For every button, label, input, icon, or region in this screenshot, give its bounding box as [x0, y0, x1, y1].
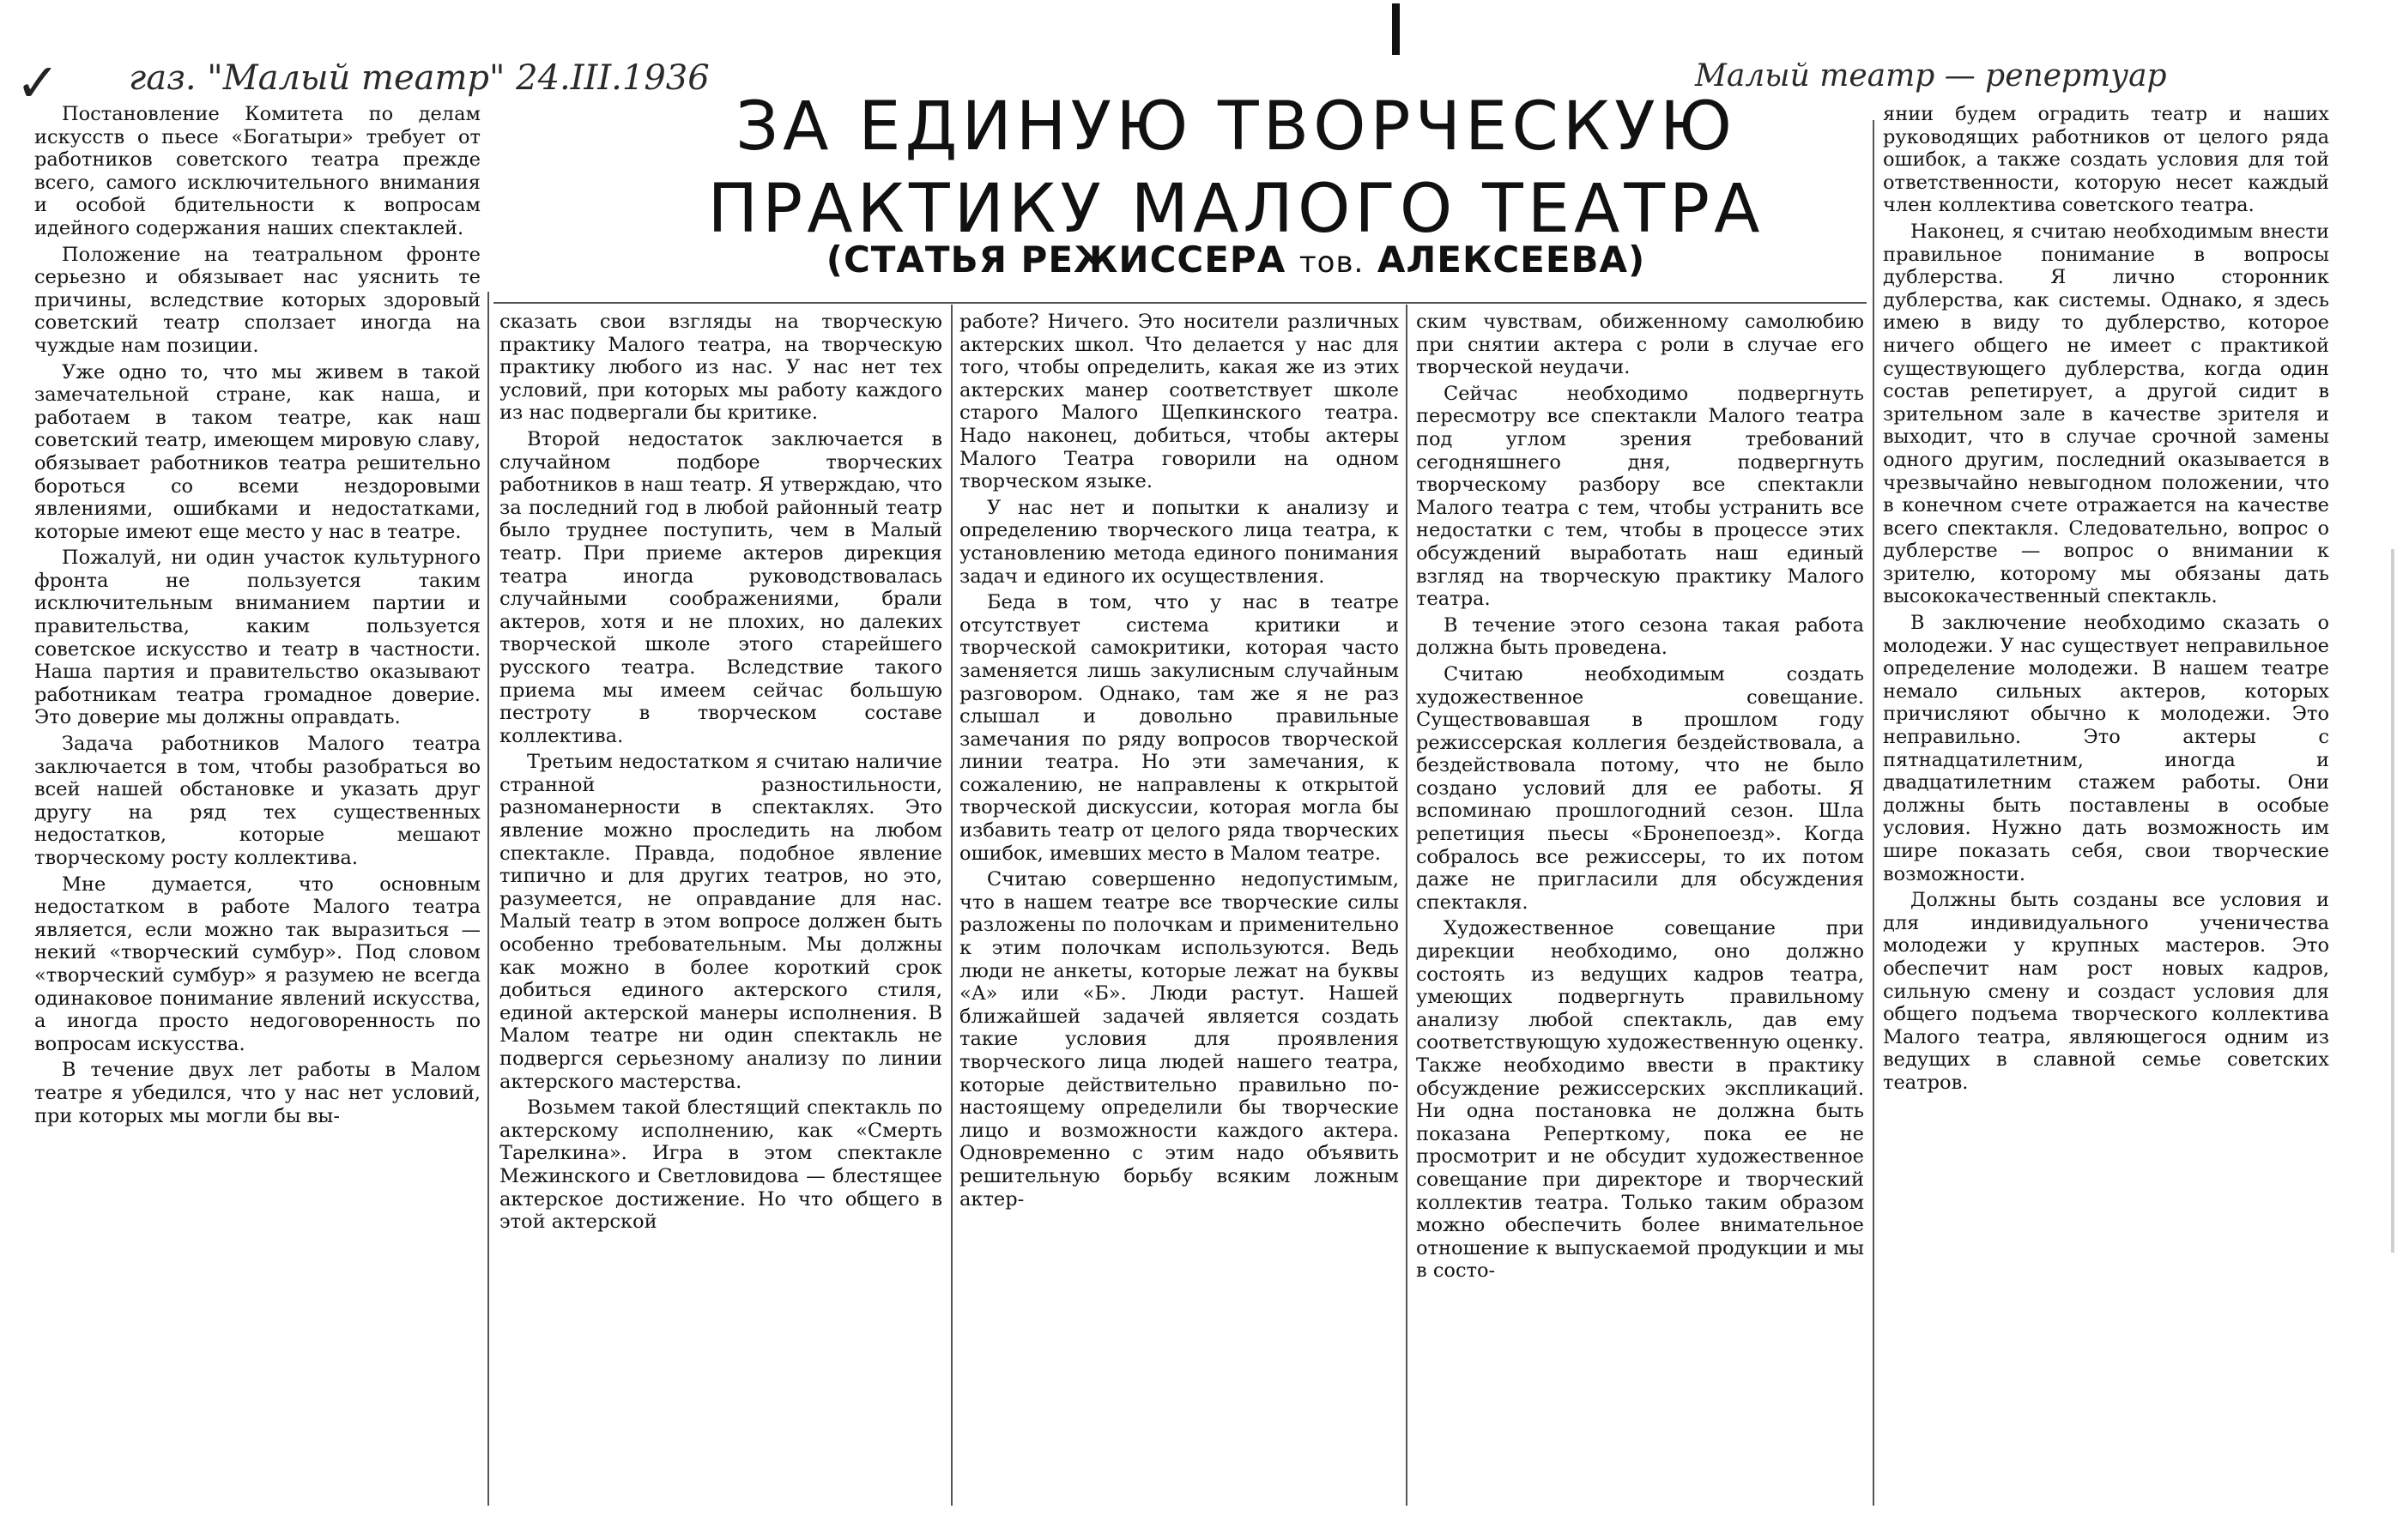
article-column-5 [1883, 103, 2329, 1458]
article-column-2 [499, 311, 942, 1460]
headline-line-2: ПРАКТИКУ МАЛОГО ТЕАТРА [707, 171, 1764, 248]
headline-rule [493, 302, 1867, 304]
paragraph: работе? Ничего. Это носители различных актерских школ. Что делается у нас для того, чтобы определить, какая же из этих актерских манер соответствует школе старого Малого Щепкинского театра. Надо наконец, добиться, чтобы актеры Малого Театра говорили на одном творческом языке. [959, 311, 1399, 493]
paragraph: Беда в том, что у нас в театре отсутствует система критики и творческой самокритики, которая часто заменяется лишь закулисным случайным разговором. Однако, там же я не раз слышал и довольно правильные замечания по ряду вопросов творческой линии театра. Но эти замечания, к сожалению, не направлены к открытой творческой дискуссии, которая могла бы избавить театр от целого ряда творческих ошибок, имевших место в Малом театре. [959, 591, 1399, 865]
paragraph: Возьмем такой блестящий спектакль по актерскому исполнению, как «Смерть Тарелкина». Игра в этом спектакле Межинского и Светловидова — блестящее актерское достижение. Но что общего в этой актерской [499, 1096, 942, 1234]
paragraph: ским чувствам, обиженному самолюбию при снятии актера с роли в случае его творческой неудачи. [1416, 311, 1864, 379]
paragraph: янии будем оградить театр и наших руководящих работников от целого ряда ошибок, а также создать условия для той ответственности, которую несет каждый член коллектива советского театра. [1883, 103, 2329, 217]
handwritten-topic-note: Малый театр — репертуар [1695, 58, 2167, 94]
paragraph: Считаю необходимым создать художественное совещание. Существовавшая в прошлом году режиссерская коллегия бездействовала, а бездействовала потому, что не было создано условий для ее работы. Я вспоминаю прошлогодний сезон. Шла репетиция пьесы «Бронепоезд». Когда собралось все режиссеры, то их потом даже не пригласили для обсуждения спектакля. [1416, 662, 1864, 914]
article-column-4 [1416, 311, 1864, 1460]
paragraph: У нас нет и попытки к анализу и определению творческого лица театра, к установлению метода единого понимания задач и единого их осуществления. [959, 496, 1399, 588]
paragraph: Третьим недостатком я считаю наличие странной разностильности, разноманерности в спектаклях. Это явление можно проследить на любом спектакле. Правда, подобное явление типично и для других театров, но это, разумеется, не оправдание для нас. Малый театр в этом вопросе должен быть особенно требовательным. Мы должны как можно в более короткий срок добиться единого актерского стиля, единой актерской манеры исполнения. В Малом театре ни один спектакль не подвергся серьезному анализу по линии актерского мастерства. [499, 751, 942, 1093]
paragraph: В течение двух лет работы в Малом театре я убедился, что у нас нет условий, при которых мы могли бы вы- [34, 1059, 481, 1127]
column-rule [951, 305, 953, 1506]
paragraph: В течение этого сезона такая работа должна быть проведена. [1416, 613, 1864, 660]
column-rule [1406, 305, 1407, 1506]
subheadline-start: (СТАТЬЯ РЕЖИССЕРА [826, 239, 1299, 281]
paragraph: Положение на театральном фронте серьезно и обязывает нас уяснить те причины, вследствие которых здоровый советский театр сползает иногда на чуждые нам позиции. [34, 243, 481, 357]
article-column-1 [34, 103, 481, 1458]
paragraph: Художественное совещание при дирекции необходимо, оно должно состоять из ведущих кадров театра, умеющих подвергнуть правильному анализу любой спектакль, дав ему соответствующую художественную оценку. Также необходимо ввести в практику обсуждение режиссерских экспликаций. Ни одна постановка не должна быть показана Реперткому, пока ее не просмотрит и не обсудит художественное совещание при директоре и творческий коллектив театра. Только таким образом можно обеспечить более внимательное отношение к выпускаемой продукции и мы в состо- [1416, 917, 1864, 1283]
page-edge-shadow [2391, 549, 2394, 1253]
headline-line-1: ЗА ЕДИНУЮ ТВОРЧЕСКУЮ [735, 88, 1736, 166]
column-rule [487, 292, 489, 1506]
paragraph: Задача работников Малого театра заключается в том, чтобы разобраться во всей нашей обстановке и указать друг другу на ряд тех существенных недостатков, которые мешают творческому росту коллектива. [34, 733, 481, 869]
paragraph: Уже одно то, что мы живем в такой замечательной стране, как наша, и работаем в таком театре, как наш советский театр, имеющем мировую славу, обязывает работников театра решительно бороться со всеми нездоровыми явлениями, ошибками и недостатками, которые имеют еще место у нас в театре. [34, 360, 481, 543]
paragraph: Наконец, я считаю необходимым внести правильное понимание в вопросы дублерства. Я лично сторонник дублерства, как системы. Однако, я здесь имею в виду то дублерство, которое ничего общего не имеет с практикой существующего дублерства, когда один состав репетирует, а другой сидит в зрительном зале в качестве зрителя и выходит, что в случае срочной замены одного другим, последний оказывается в чрезвычайно невыгодном положении, что в конечном счете отражается на качестве всего спектакля. Следовательно, вопрос о дублерстве — вопрос о внимании к зрителю, которому мы обязаны дать высококачественный спектакль. [1883, 220, 2329, 608]
subheadline-tov: тов. [1298, 245, 1365, 280]
column-rule [1873, 120, 1874, 1506]
paragraph: Сейчас необходимо подвергнуть пересмотру все спектакли Малого театра под углом зрения требований сегодняшнего дня, подвергнуть творческому разбору все спектакли Малого театра с тем, чтобы устранить все недостатки с тем, чтобы в процессе этих обсуждений выработать наш единый взгляд на творческую практику Малого театра. [1416, 382, 1864, 611]
paragraph: Мне думается, что основным недостатком в работе Малого театра является, если можно так выразиться — некий «творческий сумбур». Под словом «творческий сумбур» я разумею не всегда одинаковое понимание явлений искусства, а иногда просто недоговоренность по вопросам искусства. [34, 873, 481, 1055]
article-column-3 [959, 311, 1399, 1460]
ink-tick-mark [1392, 3, 1400, 55]
paragraph: Постановление Комитета по делам искусств о пьесе «Богатыри» требует от работников советского театра прежде всего, самого исключительного внимания и особой бдительности к вопросам идейного содержания наших спектаклей. [34, 103, 481, 239]
paragraph: Должны быть созданы все условия и для индивидуального ученичества молодежи у крупных мастеров. Это обеспечит нам рост новых кадров, сильную смену и создаст условия для общего подъема творческого коллектива Малого театра, являющегося одним из ведущих в славной семье советских театров. [1883, 889, 2329, 1094]
paragraph: Считаю совершенно недопустимым, что в нашем театре все творческие силы разложены по полочкам и применительно к этим полочкам используются. Ведь люди не анкеты, которые лежат на буквы «А» или «Б». Люди растут. Нашей ближайшей задачей является создать такие условия для проявления творческого лица людей нашего театра, которые действительно правильно по-настоящему определили бы творческие лицо и возможности каждого актера. Одновременно с этим надо объявить решительную борьбу всяким ложным актер- [959, 868, 1399, 1211]
paragraph: сказать свои взгляды на творческую практику Малого театра, на творческую практику любого из нас. У нас нет тех условий, при которых мы работу каждого из нас подвергали бы критике. [499, 311, 942, 425]
paragraph: Второй недостаток заключается в случайном подборе творческих работников в наш театр. Я утверждаю, что за последний год в любой районный театр было труднее поступить, чем в Малый театр. При приеме актеров дирекция театра иногда руководствовалась случайными соображениями, брали актеров, хотя и не плохих, но далеких творческой школе этого старейшего русского театра. Вследствие такого приема мы имеем сейчас большую пестроту в творческом составе коллектива. [499, 427, 942, 747]
handwritten-source-note: газ. "Малый театр" 24.III.1936 [129, 58, 710, 98]
article-headline [601, 86, 1871, 251]
paragraph: Пожалуй, ни один участок культурного фронта не пользуется таким исключительным вниманием партии и правительства, каким пользуется советское искусство и театр в частности. Наша партия и правительство оказывают работникам театра громадное доверие. Это доверие мы должны оправдать. [34, 547, 481, 729]
paragraph: В заключение необходимо сказать о молодежи. У нас существует неправильное определение молодежи. В нашем театре немало сильных актеров, которых причисляют обычно к молодежи. Это неправильно. Это актеры с пятнадцатилетним, иногда и двадцатилетним стажем работы. Они должны быть поставлены в особые условия. Нужно дать возможность им шире показать себя, свои творческие возможности. [1883, 612, 2329, 885]
subheadline-end: АЛЕКСЕЕВА) [1364, 239, 1646, 281]
article-subheadline [601, 239, 1871, 281]
check-mark-icon: ✓ [15, 51, 60, 114]
